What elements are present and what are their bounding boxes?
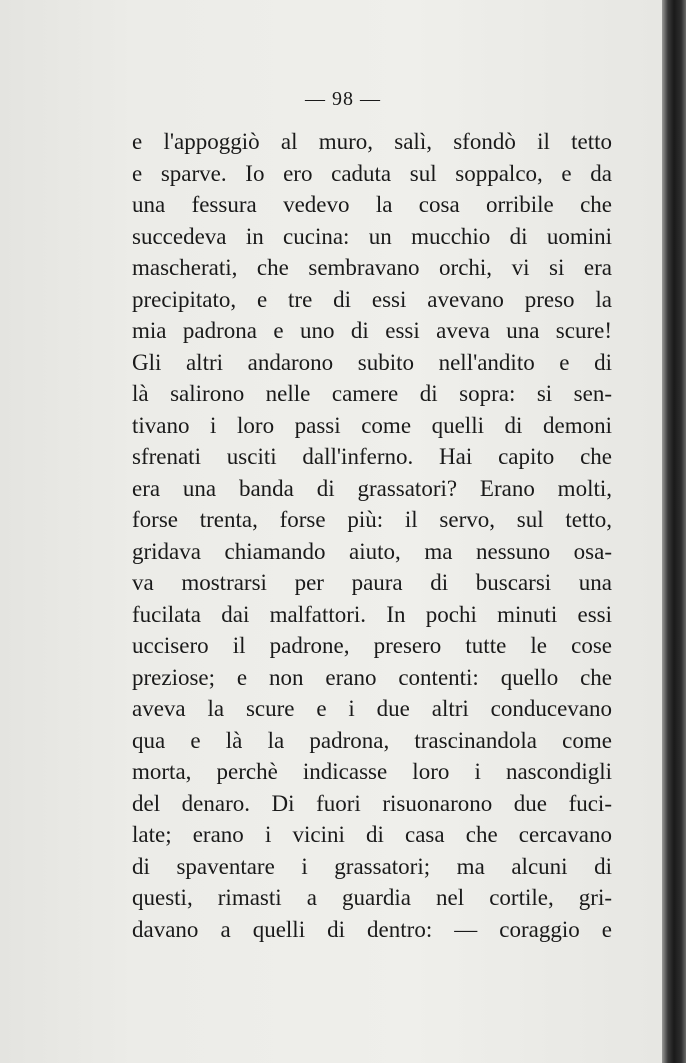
text-line: preziose; e non erano contenti: quello che <box>132 664 612 690</box>
text-line: mia padrona e uno di essi aveva una scure! <box>132 318 612 343</box>
text-line: davano a quelli di dentro: — coraggio e <box>132 916 612 942</box>
body-text <box>132 126 612 945</box>
book-spine-shadow <box>662 0 686 1063</box>
text-line: aveva la scure e i due altri conducevano <box>132 696 612 721</box>
text-line: precipitato, e tre di essi avevano preso la <box>132 286 612 312</box>
text-line: là salirono nelle camere di sopra: si sen- <box>132 381 612 406</box>
page-number: — 98 — <box>305 88 381 110</box>
text-line: e l'appoggiò al muro, salì, sfondò il tetto <box>132 129 612 154</box>
text-line: gridava chiamando aiuto, ma nessuno osa- <box>132 538 612 564</box>
text-line: forse trenta, forse più: il servo, sul tetto, <box>132 507 612 532</box>
text-line: fucilata dai malfattori. In pochi minuti essi <box>132 601 612 627</box>
text-line: late; erano i vicini di casa che cercavano <box>132 822 612 847</box>
text-line: tivano i loro passi come quelli di demoni <box>132 412 612 438</box>
text-line: Gli altri andarono subito nell'andito e di <box>132 349 612 375</box>
text-line: uccisero il padrone, presero tutte le cose <box>132 633 612 658</box>
text-line: una fessura vedevo la cosa orribile che <box>132 192 612 217</box>
text-line: sfrenati usciti dall'inferno. Hai capito che <box>132 444 612 469</box>
text-line: e sparve. Io ero caduta sul soppalco, e da <box>132 160 612 186</box>
text-line: morta, perchè indicasse loro i nascondigli <box>132 759 612 784</box>
text-line: qua e là la padrona, trascinandola come <box>132 727 612 753</box>
text-line: va mostrarsi per paura di buscarsi una <box>132 570 612 595</box>
text-line: mascherati, che sembravano orchi, vi si era <box>132 255 612 280</box>
text-line: di spaventare i grassatori; ma alcuni di <box>132 853 612 879</box>
text-line: del denaro. Di fuori risuonarono due fuci- <box>132 790 612 816</box>
text-line: questi, rimasti a guardia nel cortile, gri- <box>132 885 612 910</box>
text-line: succedeva in cucina: un mucchio di uomini <box>132 223 612 249</box>
text-line: era una banda di grassatori? Erano molti, <box>132 475 612 501</box>
